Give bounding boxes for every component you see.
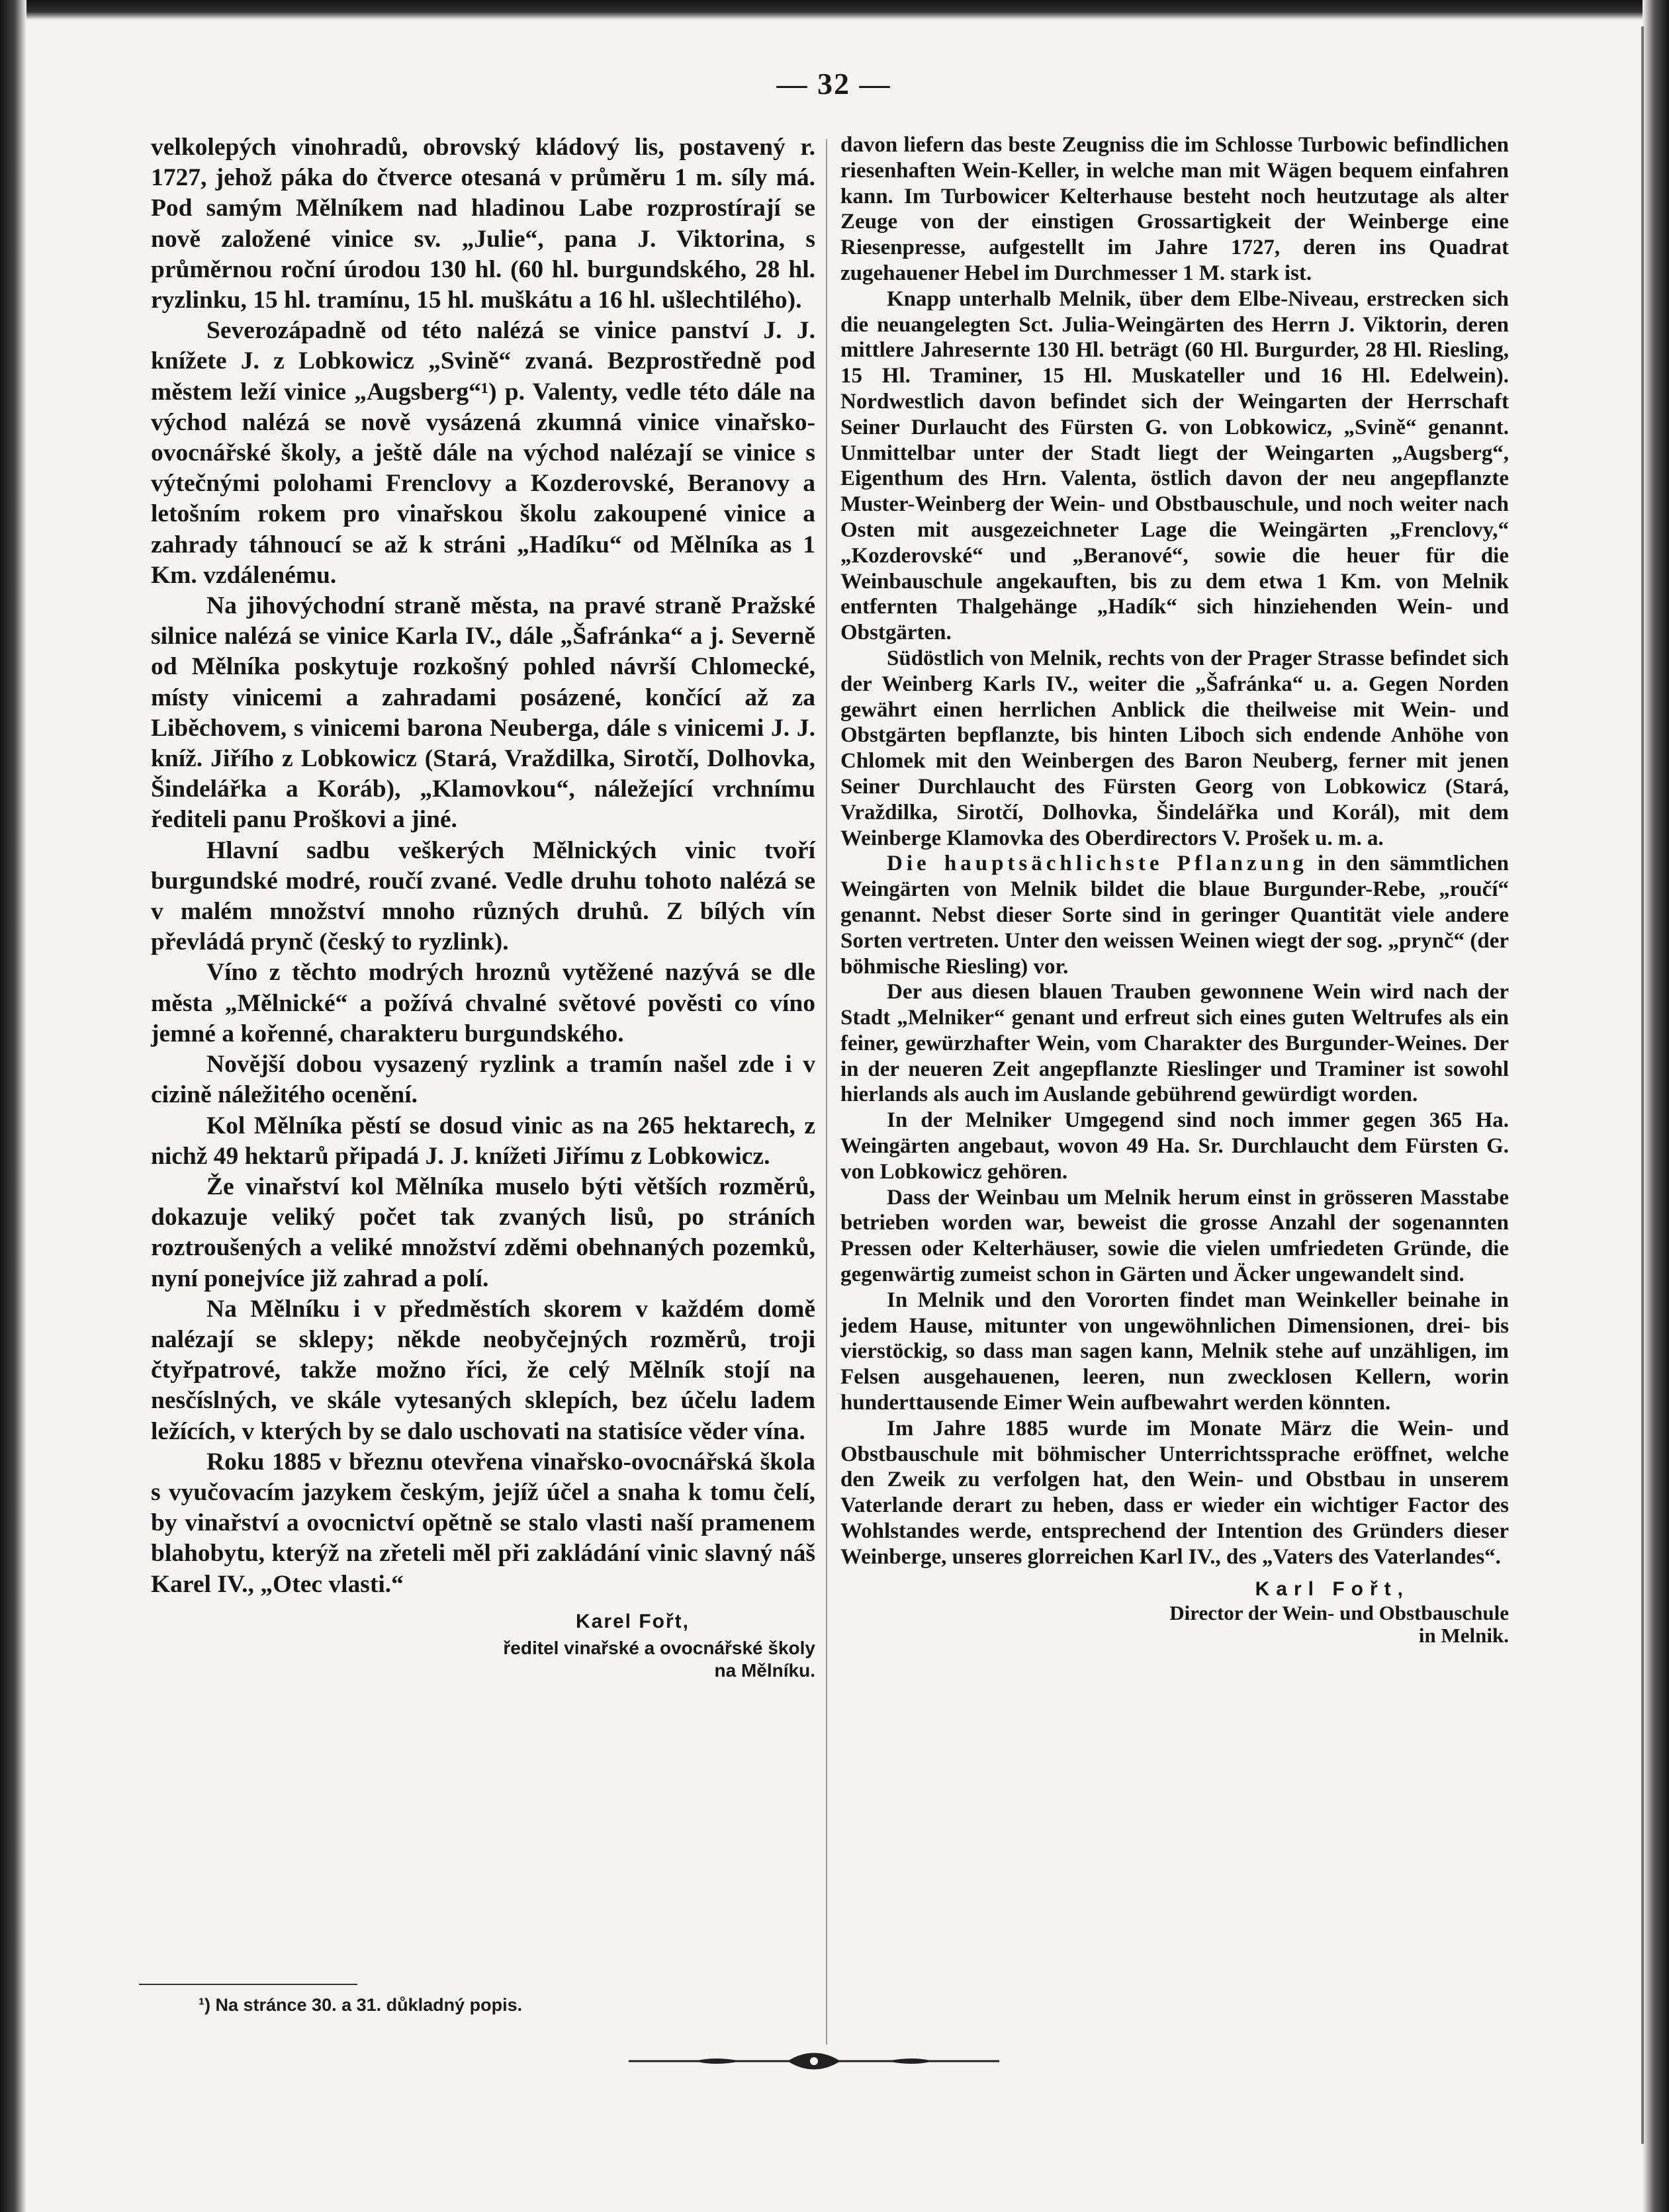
german-signature-role: Director der Wein- und Obstbauschule xyxy=(1169,1601,1509,1625)
czech-paragraph: Roku 1885 v březnu otevřena vinařsko-ovocnářská škola s vyučovacím jazykem českým, jejíž účel a snaha k tomu čelí, by vinařství a ovocnictví opětně se stalo vlasti naší pramenem blahobytu, kterýž na zřeteli měl při zakládání vinic slavný náš Karel IV., „Otec vlasti.“ xyxy=(151,1448,815,1598)
german-paragraph: In der Melniker Umgegend sind noch immer gegen 365 Ha. Weingärten angebaut, wovon 49 Ha. Sr. Durchlaucht dem Fürsten G. von Lobkowicz gehören. xyxy=(840,1108,1509,1184)
german-signature-name: Karl Fořt, xyxy=(1255,1577,1410,1600)
czech-column xyxy=(151,132,815,1682)
german-signature-place: in Melnik. xyxy=(1418,1624,1509,1648)
german-paragraph: Südöstlich von Melnik, rechts von der Prager Strasse befindet sich der Weinberg Karls IV., weiter die „Šafránka“ u. a. Gegen Norden gewährt einen herrlichen Anblick die theilweise mit Wein- und Obstgärten bepflanzte, bis hinten Liboch sich endende Anhöhe von Chlomek mit den Weinbergen des Baron Neuberg, ferner mit jenen Seiner Durchlaucht des Fürsten Georg von Lobkowicz (Stará, Vraždilka, Sirotčí, Dolhovka, Šindelářka und Korál), mit dem Weinberge Klamovka des Oberdirectors V. Prošek u. m. a. xyxy=(840,646,1509,850)
czech-paragraph: Hlavní sadbu veškerých Mělnických vinic tvoří burgundské modré, roučí zvané. Vedle druhu tohoto nalézá se v malém množství mnoho různých druhů. Z bílých vín převládá prynč (český to ryzlink). xyxy=(151,836,815,956)
czech-signature-role: ředitel vinařské a ovocnářské školy xyxy=(503,1637,815,1658)
czech-paragraph: Severozápadně od této nalézá se vinice panství J. J. knížete J. z Lobkowicz „Svině“ zvaná. Bezprostředně pod městem leží vinice „Augsberg“¹) p. Valenty, vedle této dále na východ nalézá se nově vysázená zkumná vinice vinařsko-ovocnářské školy, a ještě dále na východ nalézají se vinice s výtečnými polohami Frenclovy a Kozderovské, Beranovy a letošním rokem pro vinařskou školu zakoupené vinice a zahrady táhnoucí se až k stráni „Hadíku“ od Mělníka as 1 Km. vzdálenému. xyxy=(151,317,815,589)
german-paragraph xyxy=(840,851,1509,979)
german-paragraph-text: in den sämmtlichen Weingärten von Melnik bildet die blaue Burgunder-Rebe, „roučí“ genannt. Nebst dieser Sorte sind in geringer Quantität viele andere Sorten vertreten. Unter den weissen Weinen wiegt der sog. „prynč“ (der böhmische Riesling) vor. xyxy=(840,852,1509,979)
page-fold-line xyxy=(1641,26,1644,2144)
page-number: — 32 — xyxy=(776,67,891,101)
footnote: ¹) Na stránce 30. a 31. důkladný popis. xyxy=(199,1995,523,2015)
scan-edge-left xyxy=(0,0,26,2212)
german-paragraph: Knapp unterhalb Melnik, über dem Elbe-Niveau, erstrecken sich die neuangelegten Sct. Julia-Weingärten des Herrn J. Viktorin, deren mittlere Jahresernte 130 Hl. beträgt (60 Hl. Burgurder, 28 Hl. Riesling, 15 Hl. Traminer, 15 Hl. Muskateller und 16 Hl. Edelwein). Nordwestlich davon befindet sich der Weingarten der Herrschaft Seiner Durlaucht des Fürsten G. von Lobkowicz, „Svině“ genannt. Unmittelbar unter der Stadt liegt der Weingarten „Augsberg“, Eigenthum des Hrn. Valenta, östlich davon der neu angepflanzte Muster-Weinberg der Wein- und Obstbauschule, und noch weiter nach Osten mit ausgezeichneter Lage die Weingärten „Frenclovy,“ „Kozderovské“ und „Beranové“, sowie die heuer für die Weinbauschule angekauften, bis zu dem etwa 1 Km. von Melnik entfernten Thalgehänge „Hadík“ sich hinziehenden Wein- und Obstgärten. xyxy=(840,287,1509,645)
footnote-rule xyxy=(139,1984,357,1985)
czech-paragraph: Že vinařství kol Mělníka muselo býti větších rozměrů, dokazuje veliký počet tak zvaných lisů, po stráních roztroušených a veliké množství zděmi obehnaných pozemků, nyní ponejvíce již zahrad a polí. xyxy=(151,1172,815,1292)
german-paragraph: Dass der Weinbau um Melnik herum einst in grösseren Masstabe betrieben worden war, beweist die grosse Anzahl der sogenannten Pressen oder Kelterhäuser, sowie die vielen umfriedeten Gründe, die gegenwärtig zumeist schon in Gärten und Äcker ungewandelt sind. xyxy=(840,1185,1509,1287)
czech-signature-place: na Mělníku. xyxy=(714,1659,815,1681)
scan-edge-right xyxy=(1643,0,1669,2212)
german-signature xyxy=(840,1577,1509,1648)
german-paragraph: In Melnik und den Vororten findet man Weinkeller beinahe in jedem Hause, mitunter von ungewöhnlichen Dimensionen, drei- bis vierstöckig, so dass man sagen kann, Melnik stehe auf unzähligen, im Felsen ausgehauenen, leeren, nun zwecklosen Kellern, worin hunderttausende Eimer Wein aufbewahrt werden könnten. xyxy=(840,1288,1509,1415)
end-ornament-icon xyxy=(615,2041,1013,2081)
czech-signature xyxy=(151,1607,815,1682)
czech-signature-name: Karel Fořt, xyxy=(575,1610,690,1632)
czech-paragraph: Novější dobou vysazený ryzlink a tramín našel zde i v cizině náležitého ocenění. xyxy=(151,1051,815,1109)
czech-paragraph: Víno z těchto modrých hroznů vytěžené nazývá se dle města „Mělnické“ a požívá chvalné světové pověsti co víno jemné a kořenné, charakteru burgundského. xyxy=(151,959,815,1047)
german-paragraph: Der aus diesen blauen Trauben gewonnene Wein wird nach der Stadt „Melniker“ genant und erfreut sich eines guten Weltrufes als ein feiner, gewürzhafter Wein, vom Charakter des Burgunder-Weines. Der in der neueren Zeit angepflanzte Rieslinger und Traminer ist sowohl hierlands als auch im Auslande gebührend gewürdigt worden. xyxy=(840,980,1509,1107)
german-column xyxy=(840,132,1509,1647)
column-divider xyxy=(826,139,827,2045)
czech-paragraph: velkolepých vinohradů, obrovský kládový lis, postavený r. 1727, jehož páka do čtverce otesaná v průměru 1 m. síly má. Pod samým Mělníkem nad hladinou Labe rozprostírají se nově založené vinice sv. „Julie“, pana J. Viktorina, s průměrnou roční úrodou 130 hl. (60 hl. burgundského, 28 hl. ryzlinku, 15 hl. tramínu, 15 hl. muškátu a 16 hl. ušlechtilého). xyxy=(151,134,815,314)
czech-paragraph: Kol Mělníka pěstí se dosud vinic as na 265 hektarech, z nichž 49 hektarů připadá J. J. knížeti Jiřímu z Lobkowicz. xyxy=(151,1112,815,1170)
german-paragraph: Im Jahre 1885 wurde im Monate März die Wein- und Obstbauschule mit böhmischer Unterrichtssprache eröffnet, welche den Zweik zu verfolgen hat, den Wein- und Obstbau in unserem Vaterlande derart zu heben, dass er wieder ein wichtiger Factor des Wohlstandes werde, entsprechend der Intention des Gründers dieser Weinberge, unseres glorreichen Karl IV., des „Vaters des Vaterlandes“. xyxy=(840,1416,1509,1569)
czech-paragraph: Na Mělníku i v předměstích skorem v každém domě nalézají se sklepy; někde neobyčejných rozměrů, troji čtyřpatrové, takže možno říci, že celý Mělník stojí na nesčíslných, ve skále vytesaných sklepích, bez účelu ladem ležících, v kterých by se dalo uschovati na statisíce věder vína. xyxy=(151,1295,815,1445)
german-paragraph: davon liefern das beste Zeugniss die im Schlosse Turbowic befindlichen riesenhaften Wein-Keller, in welche man mit Wägen bequem einfahren kann. Im Turbowicer Kelterhause besteht noch heutzutage als alter Zeuge von der einstigen Grossartigkeit der Weinberge eine Riesenpresse, aufgestellt im Jahre 1727, deren ins Quadrat zugehauener Hebel im Durchmesser 1 M. stark ist. xyxy=(840,133,1509,285)
german-spaced-lead: Die hauptsächlichste Pflanzung xyxy=(887,852,1308,876)
czech-paragraph: Na jihovýchodní straně města, na pravé straně Pražské silnice nalézá se vinice Karla IV., dále „Šafránka“ a j. Severně od Mělníka poskytuje rozkošný pohled návrší Chlomecké, místy vinicemi a zahradami posázené, končící až za Liběchovem, s vinicemi barona Neuberga, dále s vinicemi J. J. kníž. Jiřího z Lobkowicz (Stará, Vraždilka, Sirotčí, Dolhovka, Šindelářka a Koráb), „Klamovkou“, náležející vrchnímu řediteli panu Proškovi a jiné. xyxy=(151,592,815,834)
scan-edge-top xyxy=(0,0,1669,20)
